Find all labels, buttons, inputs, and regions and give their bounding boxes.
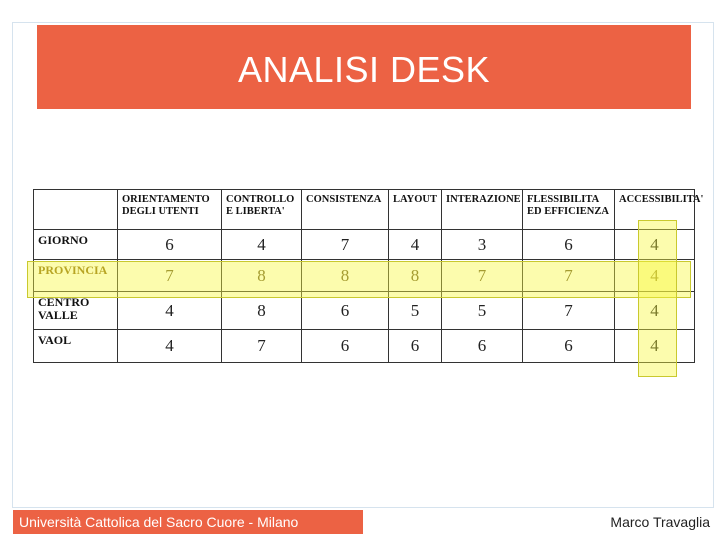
- header-cell-interazione: INTERAZIONE: [442, 190, 523, 230]
- table-cell: 6: [118, 230, 222, 260]
- header-cell-accessibilita: ACCESSIBILITA': [615, 190, 695, 230]
- table-cell: 4: [389, 230, 442, 260]
- table-cell: 6: [523, 230, 615, 260]
- table-cell: 6: [302, 330, 389, 363]
- table-cell: 6: [442, 330, 523, 363]
- row-label: VAOL: [34, 330, 118, 363]
- header-cell-controllo: CONTROLLO E LIBERTA': [222, 190, 302, 230]
- title-banner: [37, 25, 691, 109]
- table-cell: 7: [523, 260, 615, 292]
- table-cell: 7: [523, 292, 615, 330]
- table-cell: 4: [118, 330, 222, 363]
- table-cell: 7: [442, 260, 523, 292]
- table-row: [34, 330, 695, 363]
- table-cell: 4: [615, 230, 695, 260]
- footer-university: Università Cattolica del Sacro Cuore - Milano: [13, 510, 363, 534]
- table-cell: 8: [222, 260, 302, 292]
- table-cell: 7: [118, 260, 222, 292]
- header-cell-empty: [34, 190, 118, 230]
- header-cell-layout: LAYOUT: [389, 190, 442, 230]
- header-cell-flessibilita: FLESSIBILITA ED EFFICIENZA: [523, 190, 615, 230]
- header-row: [34, 190, 695, 230]
- footer-author: Marco Travaglia: [610, 514, 710, 530]
- header-cell-consistenza: CONSISTENZA: [302, 190, 389, 230]
- row-label: CENTRO VALLE: [34, 292, 118, 330]
- table-cell: 8: [389, 260, 442, 292]
- table-cell: 4: [615, 260, 695, 292]
- table-cell: 6: [302, 292, 389, 330]
- table-cell: 3: [442, 230, 523, 260]
- table-cell: 6: [389, 330, 442, 363]
- table-row: [34, 230, 695, 260]
- table-cell: 8: [222, 292, 302, 330]
- table-cell: 7: [302, 230, 389, 260]
- table-cell: 5: [442, 292, 523, 330]
- table-cell: 4: [222, 230, 302, 260]
- header-cell-orientamento: ORIENTAMENTO DEGLI UTENTI: [118, 190, 222, 230]
- table-cell: 4: [615, 292, 695, 330]
- table-cell: 7: [222, 330, 302, 363]
- table-cell: 4: [615, 330, 695, 363]
- table-cell: 8: [302, 260, 389, 292]
- accessibilita-column-highlight: [638, 220, 677, 377]
- row-label: PROVINCIA: [34, 260, 118, 292]
- slide-title: ANALISI DESK: [237, 49, 491, 90]
- table-cell: 6: [523, 330, 615, 363]
- table-cell: 5: [389, 292, 442, 330]
- row-label: GIORNO: [34, 230, 118, 260]
- table-cell: 4: [118, 292, 222, 330]
- provincia-row-highlight: [27, 261, 691, 298]
